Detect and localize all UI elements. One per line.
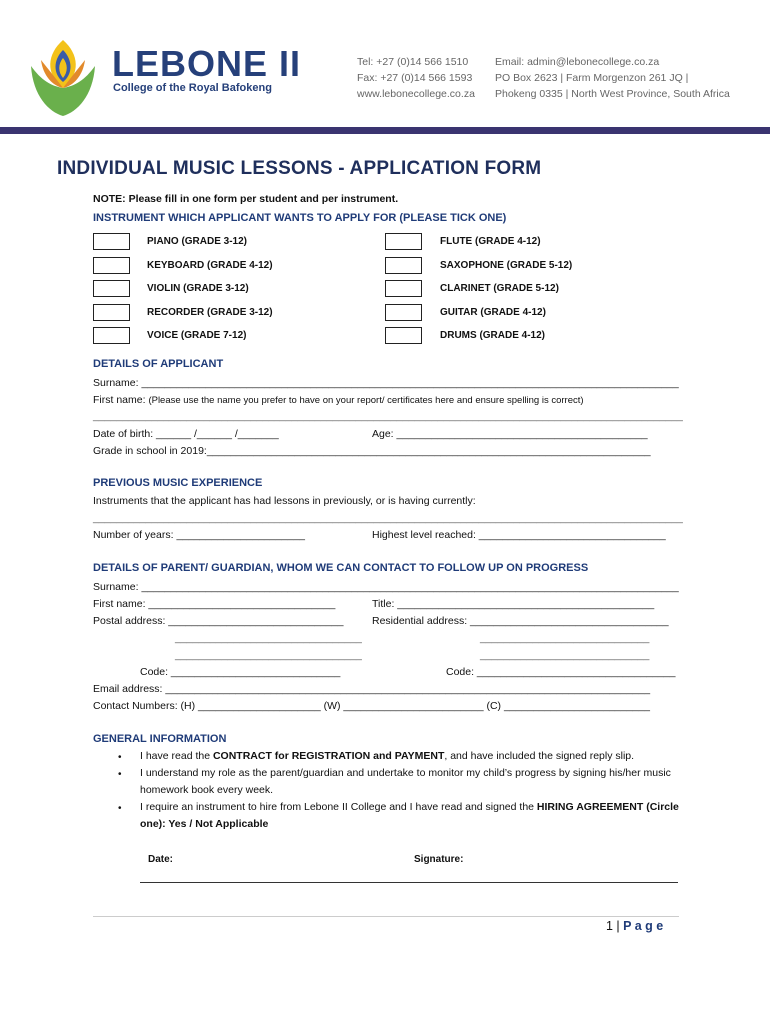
checkbox-violin[interactable]: [93, 280, 130, 297]
instrument-label-drums: DRUMS (GRADE 4-12): [440, 330, 546, 341]
instrument-label-piano: PIANO (GRADE 3-12): [147, 236, 248, 247]
phone-tel: Tel: +27 (0)14 566 1510: [357, 56, 469, 68]
parent-surname-field[interactable]: Surname: ____________________________________________________________________________________________: [93, 581, 679, 593]
instrument-label-voice: VOICE (GRADE 7-12): [147, 330, 247, 341]
form-note: NOTE: Please fill in one form per student and per instrument.: [93, 193, 399, 205]
residential-address-field[interactable]: Residential address: __________________________________: [372, 615, 669, 627]
applicant-grade-field[interactable]: Grade in school in 2019:____________________________________________________________________________: [93, 445, 651, 457]
page-number: [606, 919, 663, 933]
contact-address-block: [495, 54, 730, 102]
postal-address-field[interactable]: Postal address: ______________________________: [93, 615, 344, 627]
header-divider-bar: [0, 127, 770, 134]
applicant-age-field[interactable]: Age: ___________________________________________: [372, 428, 648, 440]
page-num-value: 1: [606, 919, 613, 933]
residential-address-line-3[interactable]: _____________________________: [480, 649, 650, 661]
general-item-monitor: I understand my role as the parent/guardian and undertake to monitor my child’s progress by signing his/her music homework book every week.: [140, 767, 671, 796]
phone-fax: Fax: +27 (0)14 566 1593: [357, 72, 473, 84]
prev-instruments-label: Instruments that the applicant has had lessons in previously, or is having currently:: [93, 495, 476, 507]
website-link[interactable]: www.lebonecollege.co.za: [357, 88, 475, 100]
instrument-label-guitar: GUITAR (GRADE 4-12): [440, 307, 546, 318]
checkbox-piano[interactable]: [93, 233, 130, 250]
parent-heading: DETAILS OF PARENT/ GUARDIAN, WHOM WE CAN CONTACT TO FOLLOW UP ON PROGRESS: [93, 562, 589, 574]
signature-line[interactable]: [408, 882, 678, 883]
checkbox-flute[interactable]: [385, 233, 422, 250]
applicant-dob-field[interactable]: Date of birth: ______ /______ /_______: [93, 428, 279, 440]
hiring-text-bold: HIRING AGREEMENT (Circle one): Yes / Not Applicable: [140, 801, 679, 830]
checkbox-drums[interactable]: [385, 327, 422, 344]
school-logo: [27, 36, 99, 118]
first-name-hint: (Please use the name you prefer to have on your report/ certificates here and ensure spelling is correct): [148, 395, 584, 406]
parent-first-name-field[interactable]: First name: ________________________________: [93, 598, 336, 610]
page-word: P a g e: [623, 919, 664, 933]
school-subtitle: College of the Royal Bafokeng: [113, 82, 272, 94]
experience-heading: PREVIOUS MUSIC EXPERIENCE: [93, 477, 263, 489]
logo-emblem-icon: [27, 36, 99, 118]
contract-text-pre: I have read the: [140, 750, 213, 762]
po-box: PO Box 2623 | Farm Morgenzon 261 JQ |: [495, 72, 689, 84]
instrument-label-clarinet: CLARINET (GRADE 5-12): [440, 283, 559, 294]
checkbox-keyboard[interactable]: [93, 257, 130, 274]
general-item-hiring: [140, 799, 685, 833]
date-label: Date:: [148, 854, 174, 865]
checkbox-saxophone[interactable]: [385, 257, 422, 274]
applicant-first-name-field[interactable]: _____________________________________________________________________________________________________: [93, 410, 683, 422]
checkbox-recorder[interactable]: [93, 304, 130, 321]
bullet-1: •: [118, 752, 122, 763]
checkbox-clarinet[interactable]: [385, 280, 422, 297]
bullet-3: •: [118, 803, 122, 814]
contract-text-post: , and have included the signed reply slip.: [444, 750, 635, 762]
contract-text-bold: CONTRACT for REGISTRATION and PAYMENT: [212, 750, 445, 762]
postal-code-field[interactable]: Code: _____________________________: [140, 666, 341, 678]
form-title: INDIVIDUAL MUSIC LESSONS - APPLICATION FORM: [57, 158, 542, 179]
email-address[interactable]: Email: admin@lebonecollege.co.za: [495, 56, 660, 68]
postal-address-line-3[interactable]: ________________________________: [175, 649, 362, 661]
school-name: LEBONE II: [112, 43, 302, 84]
instrument-label-keyboard: KEYBOARD (GRADE 4-12): [147, 260, 273, 271]
residential-code-field[interactable]: Code: __________________________________: [446, 666, 676, 678]
parent-title-field[interactable]: Title: ____________________________________________: [372, 598, 655, 610]
general-item-contract: [140, 748, 685, 765]
applicant-heading: DETAILS OF APPLICANT: [93, 358, 224, 370]
instrument-label-saxophone: SAXOPHONE (GRADE 5-12): [440, 260, 573, 271]
checkbox-voice[interactable]: [93, 327, 130, 344]
date-signature-line[interactable]: [140, 882, 408, 883]
applicant-surname-field[interactable]: Surname: ____________________________________________________________________________________________: [93, 377, 679, 389]
page-sep: |: [612, 919, 624, 933]
parent-email-field[interactable]: Email address: ___________________________________________________________________________________: [93, 683, 651, 695]
prev-instruments-field[interactable]: _____________________________________________________________________________________________________: [93, 512, 683, 524]
highest-level-field[interactable]: Highest level reached: ________________________________: [372, 529, 666, 541]
first-name-label: First name:: [93, 394, 146, 406]
applicant-first-name-label: [93, 394, 584, 407]
postal-address-line-2[interactable]: ________________________________: [175, 632, 362, 644]
signature-label: Signature:: [414, 854, 464, 865]
hiring-text-pre: I require an instrument to hire from Lebone II College and I have read and signed the: [140, 801, 537, 813]
contact-phone-block: [357, 54, 475, 102]
location: Phokeng 0335 | North West Province, South Africa: [495, 88, 730, 100]
instrument-label-recorder: RECORDER (GRADE 3-12): [147, 307, 273, 318]
years-field[interactable]: Number of years: ______________________: [93, 529, 305, 541]
instrument-heading: INSTRUMENT WHICH APPLICANT WANTS TO APPLY FOR (PLEASE TICK ONE): [93, 212, 507, 224]
bullet-2: •: [118, 769, 122, 780]
instrument-label-flute: FLUTE (GRADE 4-12): [440, 236, 541, 247]
footer-divider: [93, 916, 679, 917]
checkbox-guitar[interactable]: [385, 304, 422, 321]
contact-numbers-field[interactable]: Contact Numbers: (H) _____________________ (W) ________________________ (C) _________________________: [93, 700, 650, 712]
instrument-label-violin: VIOLIN (GRADE 3-12): [147, 283, 249, 294]
residential-address-line-2[interactable]: _____________________________: [480, 632, 650, 644]
general-heading: GENERAL INFORMATION: [93, 733, 227, 745]
